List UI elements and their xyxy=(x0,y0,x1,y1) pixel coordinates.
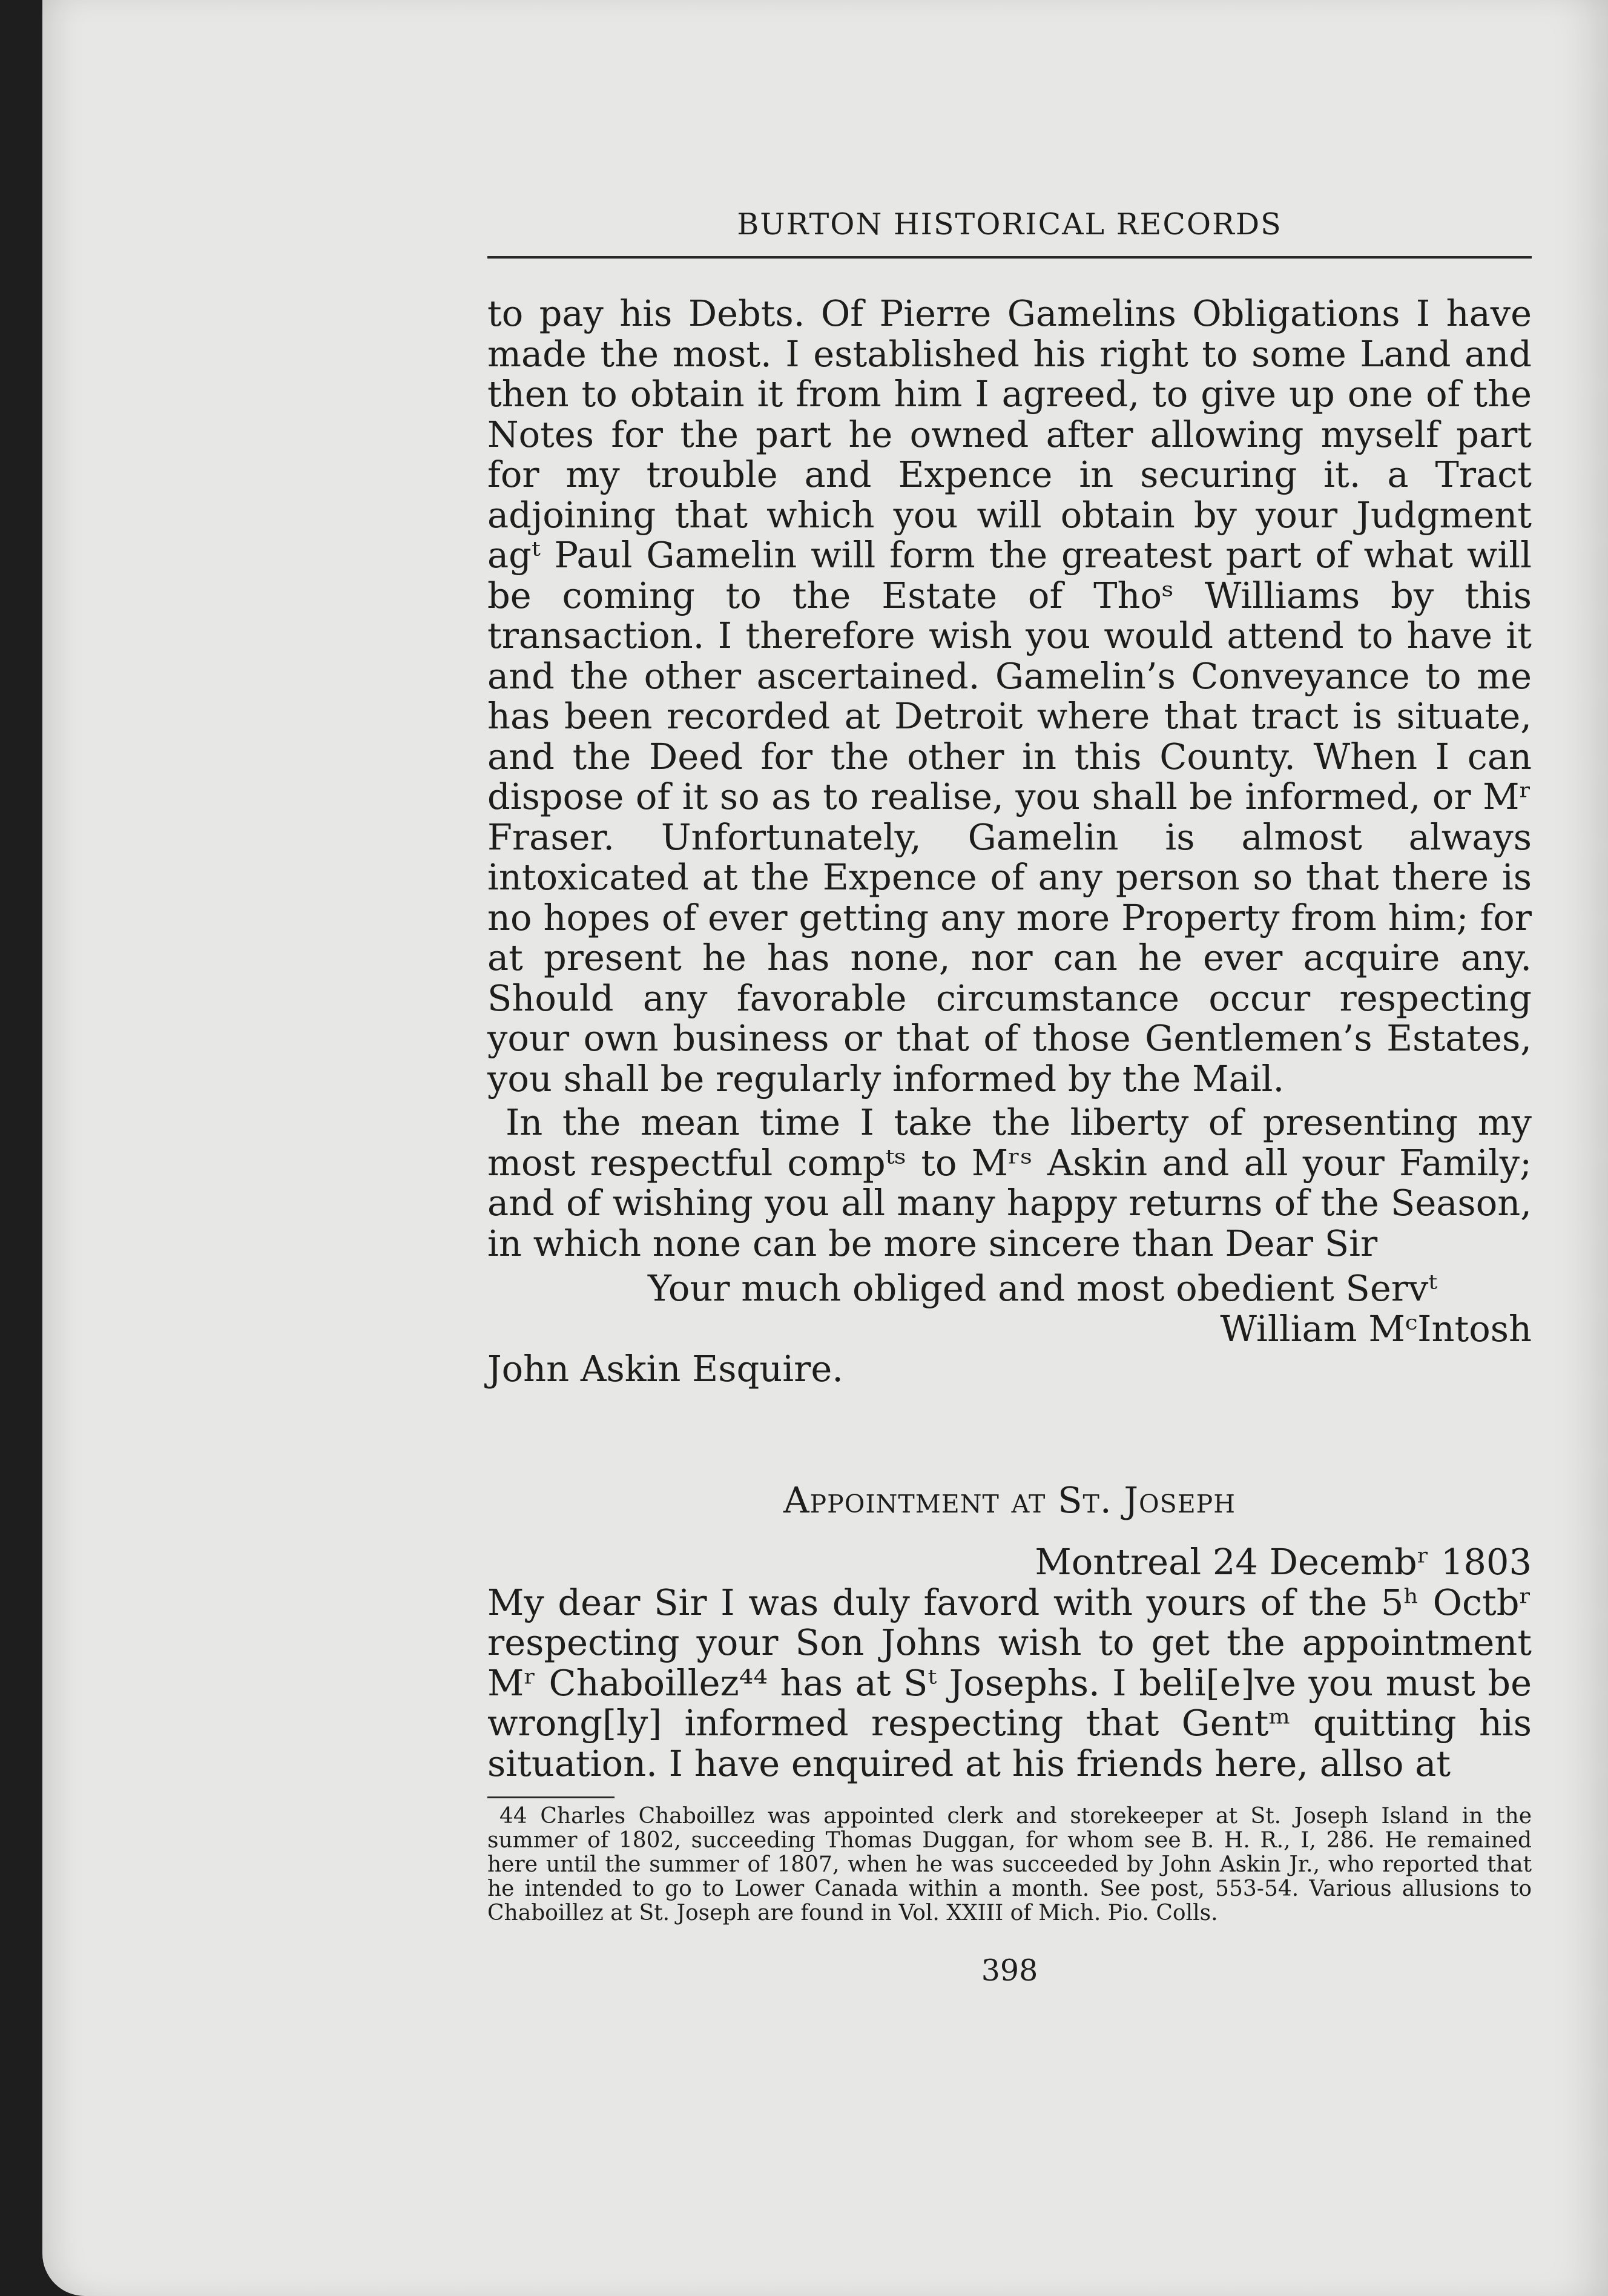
footnote-text: Charles Chaboillez was appointed clerk and storekeeper at St. Joseph Island in the summer of 1802, succeeding Thomas Duggan, for whom see B. H. R., I, 286. He remained here until the summer of 1807, when he was succeeded by John Askin Jr., who reported that he intended to go to Lower Canada within a month. See post, 553-54. Various allusions to Chaboillez at St. Joseph are found in Vol. XXIII of Mich. Pio. Colls. xyxy=(487,1804,1532,1925)
footnote-rule xyxy=(487,1796,615,1798)
letter1-closing: Your much obliged and most obedient Servᵗ xyxy=(648,1267,1437,1309)
footnote xyxy=(487,1804,1532,1925)
running-header: BURTON HISTORICAL RECORDS xyxy=(737,207,1282,242)
letter1-addressee: John Askin Esquire. xyxy=(487,1348,844,1390)
letter2-dateline: Montreal 24 Decembʳ 1803 xyxy=(1035,1541,1532,1583)
letter1-paragraph-2: In the mean time I take the liberty of presenting my most respectful compᵗˢ to Mʳˢ Askin and all your Family; and of wishing you all many happy returns of the Season, in which none can be more sincere than Dear Sir xyxy=(487,1101,1532,1264)
section-title: Appointment at St. Joseph xyxy=(783,1479,1236,1521)
header-rule xyxy=(487,256,1532,259)
letter1-signature: William MᶜIntosh xyxy=(1220,1307,1532,1350)
footnote-number: 44 xyxy=(499,1804,527,1829)
letter2-paragraph-1: My dear Sir I was duly favord with yours of the 5ʰ Octbʳ respecting your Son Johns wish to get the appointment Mʳ Chaboillez⁴⁴ has at Sᵗ Josephs. I beli[e]ve you must be wrong[ly] informed respecting that Gentᵐ quitting his situation. I have enquired at his friends here, allso at xyxy=(487,1581,1532,1784)
page-number: 398 xyxy=(981,1953,1038,1988)
book-page xyxy=(42,0,1608,2296)
letter1-paragraph-1: to pay his Debts. Of Pierre Gamelins Obligations I have made the most. I established his right to some Land and then to obtain it from him I agreed, to give up one of the Notes for the part he owned after allowing myself part for my trouble and Expence in securing it. a Tract adjoining that which you will obtain by your Judgment agᵗ Paul Gamelin will form the greatest part of what will be coming to the Estate of Thoˢ Williams by this transaction. I therefore wish you would attend to have it and the other ascertained. Gamelin’s Conveyance to me has been recorded at Detroit where that tract is situate, and the Deed for the other in this County. When I can dispose of it so as to realise, you shall be informed, or Mʳ Fraser. Unfortunately, Gamelin is almost always intoxicated at the Expence of any person so that there is no hopes of ever getting any more Property from him; for at present he has none, nor can he ever acquire any. Should any favorable circumstance occur respecting your own business or that of those Gentlemen’s Estates, you shall be regularly informed by the Mail. xyxy=(487,292,1532,1100)
main-text xyxy=(487,294,1532,1784)
